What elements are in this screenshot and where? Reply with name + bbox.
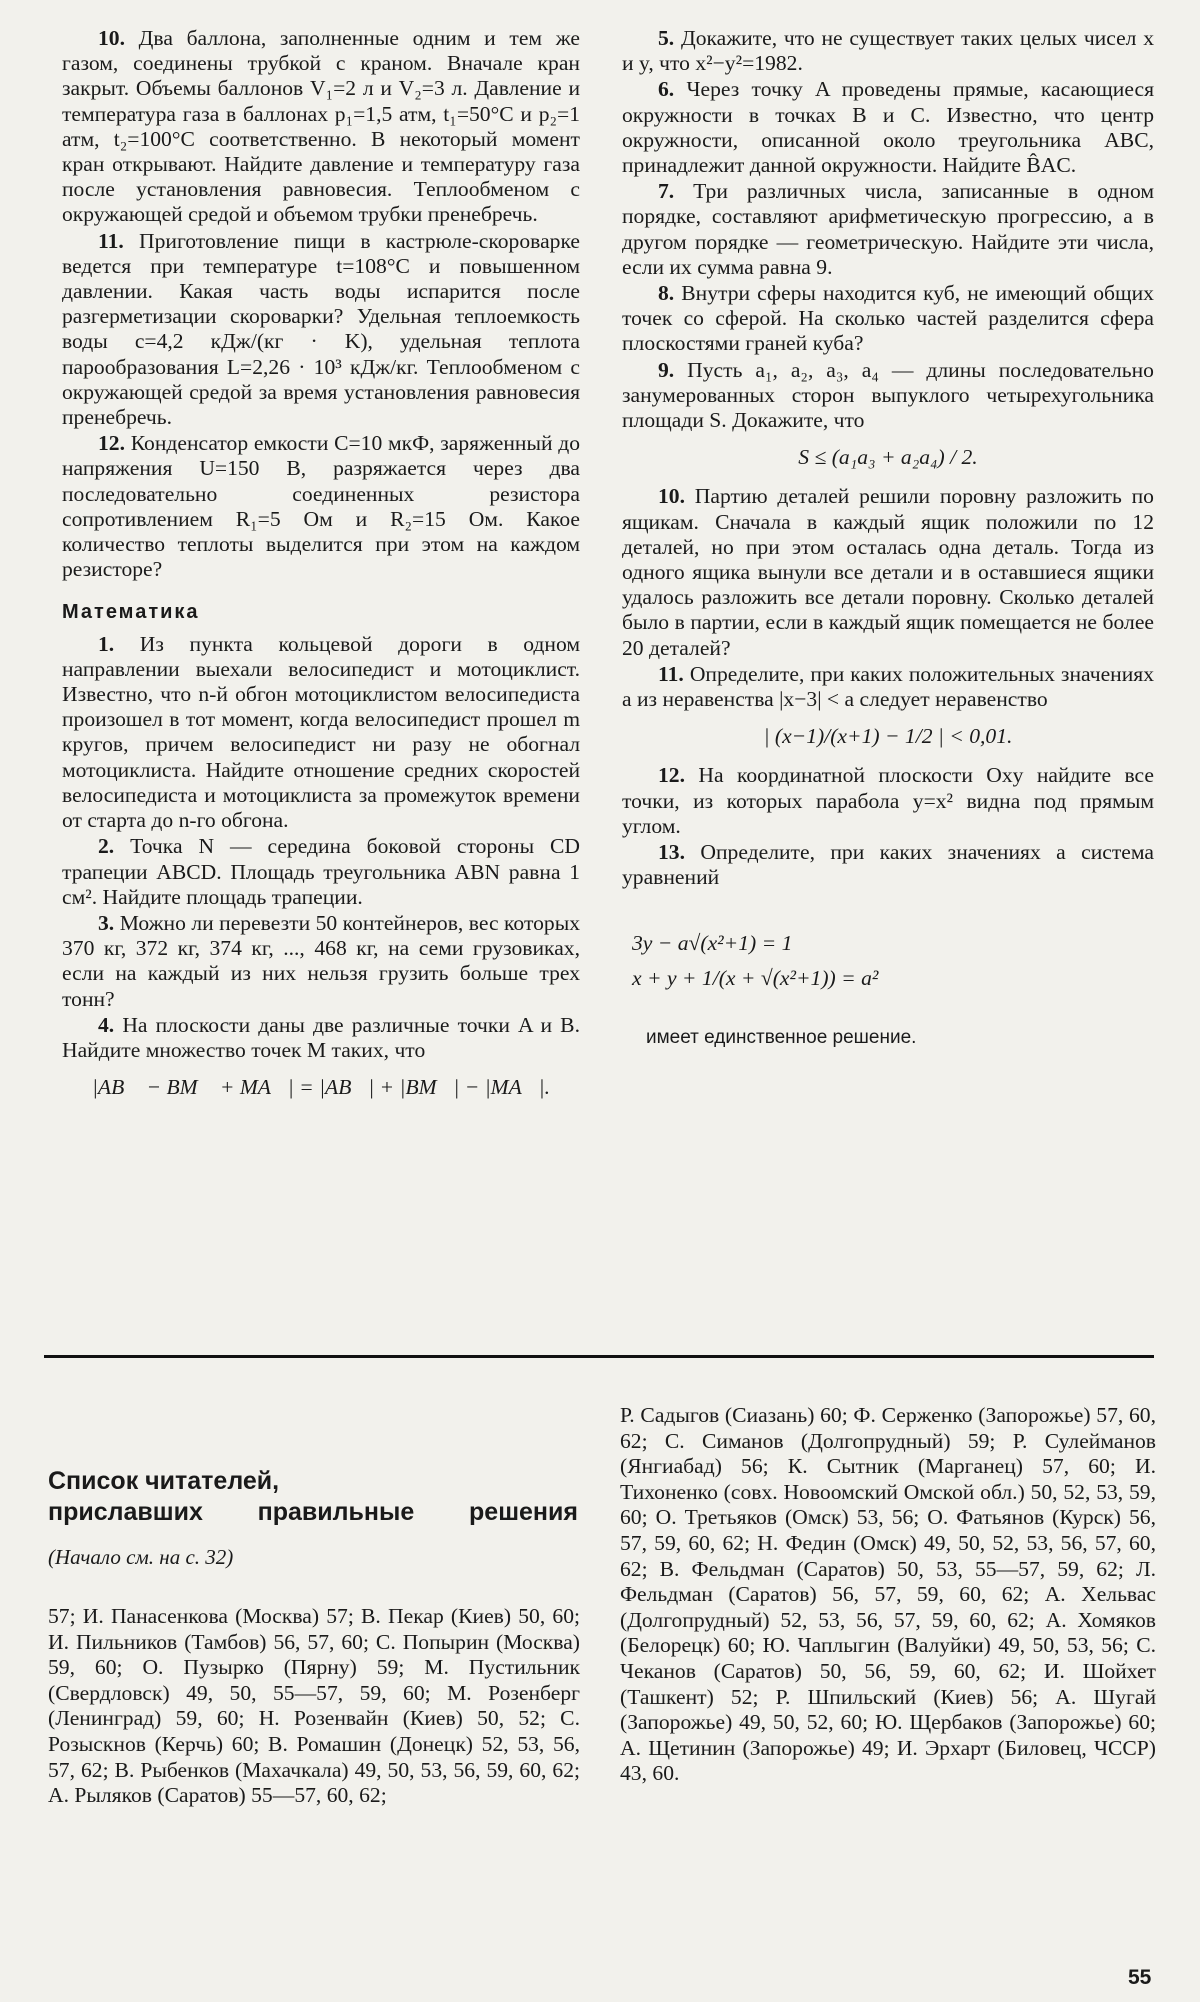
formula-problem-4: |AB⃗ − BM⃗ + MA⃗| = |AB⃗| + |BM⃗| − |MA⃗|.	[92, 1075, 550, 1100]
math-problem-10: 10. Партию деталей решили поровну разложить по ящикам. Сначала в каждый ящик положили по 12 деталей, но при этом осталась одна деталь. Тогда из одного ящика вынули все детали и в оставшиеся ящики удалось разложить все детали поровну. Сколько деталей было в партии, если в каждый ящик помещается не более 20 деталей?	[622, 484, 1154, 660]
math-heading: Математика	[62, 601, 200, 624]
readers-title-line1: Список читателей,	[48, 1467, 280, 1495]
page-number: 55	[1128, 1966, 1152, 1989]
system-of-equations	[622, 931, 1154, 991]
physics-problem-10: 10. Два баллона, заполненные одним и тем же газом, соединены трубкой с краном. Вначале кран закрыт. Объемы баллонов V₁=2 л и V₂=3 л. Давление и температура газа в баллонах p₁=1,5 атм, t₁=50°C и p₂=1 атм, t₂=100°C соответственно. В некоторый момент кран открывают. Найдите давление и температуру газа после установления равновесия. Теплообменом с окружающей средой и объемом трубки пренебречь.	[62, 26, 580, 227]
formula-problem-9: S ≤ (a₁a₃ + a₂a₄) / 2.	[798, 445, 978, 470]
math-problem-8: 8. Внутри сферы находится куб, не имеющий общих точек со сферой. На сколько частей разделится сфера плоскостями граней куба?	[622, 281, 1154, 356]
math-problem-6: 6. Через точку A проведены прямые, касающиеся окружности в точках B и C. Известно, что центр окружности, описанной около треугольника ABC, принадлежит данной окружности. Найдите B̂AC.	[622, 77, 1154, 178]
left-column	[62, 26, 580, 1114]
after-system-text: имеет единственное решение.	[646, 1026, 917, 1048]
physics-problem-11: 11. Приготовление пищи в кастрюле-скороварке ведется при температуре t=108°C и повышенном давлении. Какая часть воды испарится после разгерметизации скороварки? Удельная теплоемкость воды c=4,2 кДж/(кг · K), удельная теплота парообразования L=2,26 · 10³ кДж/кг. Теплообменом с окружающей средой за время установления равновесия пренебречь.	[62, 228, 580, 430]
readers-note: (Начало см. на с. 32)	[48, 1545, 234, 1569]
readers-title	[48, 1466, 578, 1528]
math-problem-12: 12. На координатной плоскости Oxy найдите все точки, из которых парабола y=x² видна под прямым углом.	[622, 763, 1154, 838]
formula-problem-11: | (x−1)/(x+1) − 1/2 | < 0,01.	[763, 724, 1013, 749]
section-divider	[44, 1355, 1154, 1358]
math-problem-4: 4. На плоскости даны две различные точки A и B. Найдите множество точек M таких, что	[62, 1012, 580, 1062]
right-column	[622, 26, 1154, 1050]
readers-list-left: 57; И. Панасенкова (Москва) 57; В. Пекар (Киев) 50, 60; И. Пильников (Тамбов) 56, 57, 60; С. Попырин (Москва) 59, 60; О. Пузырко (Пярну) 59; М. Пустильник (Свердловск) 49, 50, 55—57, 59, 60; М. Розенберг (Ленинград) 59, 60; Н. Розенвайн (Киев) 50, 52; С. Розыскнов (Керчь) 60; В. Ромашин (Донецк) 52, 53, 56, 57, 62; В. Рыбенков (Махачкала) 49, 50, 53, 56, 59, 60, 62; А. Рыляков (Саратов) 55—57, 60, 62;	[48, 1604, 580, 1808]
math-problem-11: 11. Определите, при каких положительных значениях a из неравенства |x−3| < a следует неравенство	[622, 661, 1155, 712]
system-line-1: 3y − a√(x²+1) = 1	[632, 930, 793, 955]
math-problem-9: 9. Пусть a₁, a₂, a₃, a₄ — длины последовательно занумерованных сторон выпуклого четырехугольника площади S. Докажите, что	[622, 357, 1154, 433]
system-line-2: x + y + 1/(x + √(x²+1)) = a²	[632, 965, 879, 990]
math-problem-3: 3. Можно ли перевезти 50 контейнеров, вес которых 370 кг, 372 кг, 374 кг, ..., 468 кг, на семи грузовиках, если на каждый из них нельзя грузить больше трех тонн?	[62, 910, 581, 1011]
math-problem-13: 13. Определите, при каких значениях a система уравнений	[622, 840, 1154, 890]
readers-list-right: Р. Садыгов (Сиазань) 60; Ф. Серженко (Запорожье) 57, 60, 62; С. Симанов (Долгопрудный) 59; Р. Сулейманов (Янгиабад) 56; К. Сытник (Марганец) 57, 60; И. Тихоненко (совх. Новоомский Омской обл.) 50, 52, 53, 59, 60; О. Третьяков (Омск) 53, 56; О. Фатьянов (Курск) 56, 57, 59, 60, 62; Н. Федин (Омск) 49, 50, 52, 53, 56, 57, 60, 62; В. Фельдман (Саратов) 50, 53, 55—57, 59, 62; Л. Фельдман (Саратов) 56, 57, 59, 60, 62; А. Хельвас (Долгопрудный) 52, 53, 56, 57, 59, 60, 62; А. Хомяков (Белорецк) 60; Ю. Чаплыгин (Валуйки) 49, 50, 53, 56; С. Чеканов (Саратов) 50, 56, 59, 60, 62; И. Шойхет (Ташкент) 52; Р. Шпильский (Киев) 56; А. Шугай (Запорожье) 49, 50, 52, 60; Ю. Щербаков (Запорожье) 60; А. Щетинин (Запорожье) 49; И. Эрхарт (Биловец, ЧССР) 43, 60.	[620, 1403, 1156, 1786]
readers-title-line2: приславших правильные решения	[48, 1498, 578, 1526]
physics-problem-12: 12. Конденсатор емкости C=10 мкФ, заряженный до напряжения U=150 В, разряжается через два последовательно соединенных резистора сопротивлением R₁=5 Ом и R₂=15 Ом. Какое количество теплоты выделится при этом на каждом резисторе?	[62, 431, 580, 582]
math-problem-2: 2. Точка N — середина боковой стороны CD трапеции ABCD. Площадь треугольника ABN равна 1 см². Найдите площадь трапеции.	[62, 834, 580, 909]
math-problem-5: 5. Докажите, что не существует таких целых чисел x и y, что x²−y²=1982.	[622, 26, 1154, 76]
math-problem-1: 1. Из пункта кольцевой дороги в одном направлении выехали велосипедист и мотоциклист. Известно, что n-й обгон мотоциклистом велосипедиста произошел в тот момент, когда велосипедист прошел m кругов, причем велосипедист ни разу не обогнал мотоциклиста. Найдите отношение средних скоростей велосипедиста и мотоциклиста за промежуток времени от старта до n-го обгона.	[62, 631, 580, 833]
math-problem-7: 7. Три различных числа, записанные в одном порядке, составляют арифметическую прогрессию, а в другом порядке — геометрическую. Найдите эти числа, если их сумма равна 9.	[622, 179, 1154, 279]
